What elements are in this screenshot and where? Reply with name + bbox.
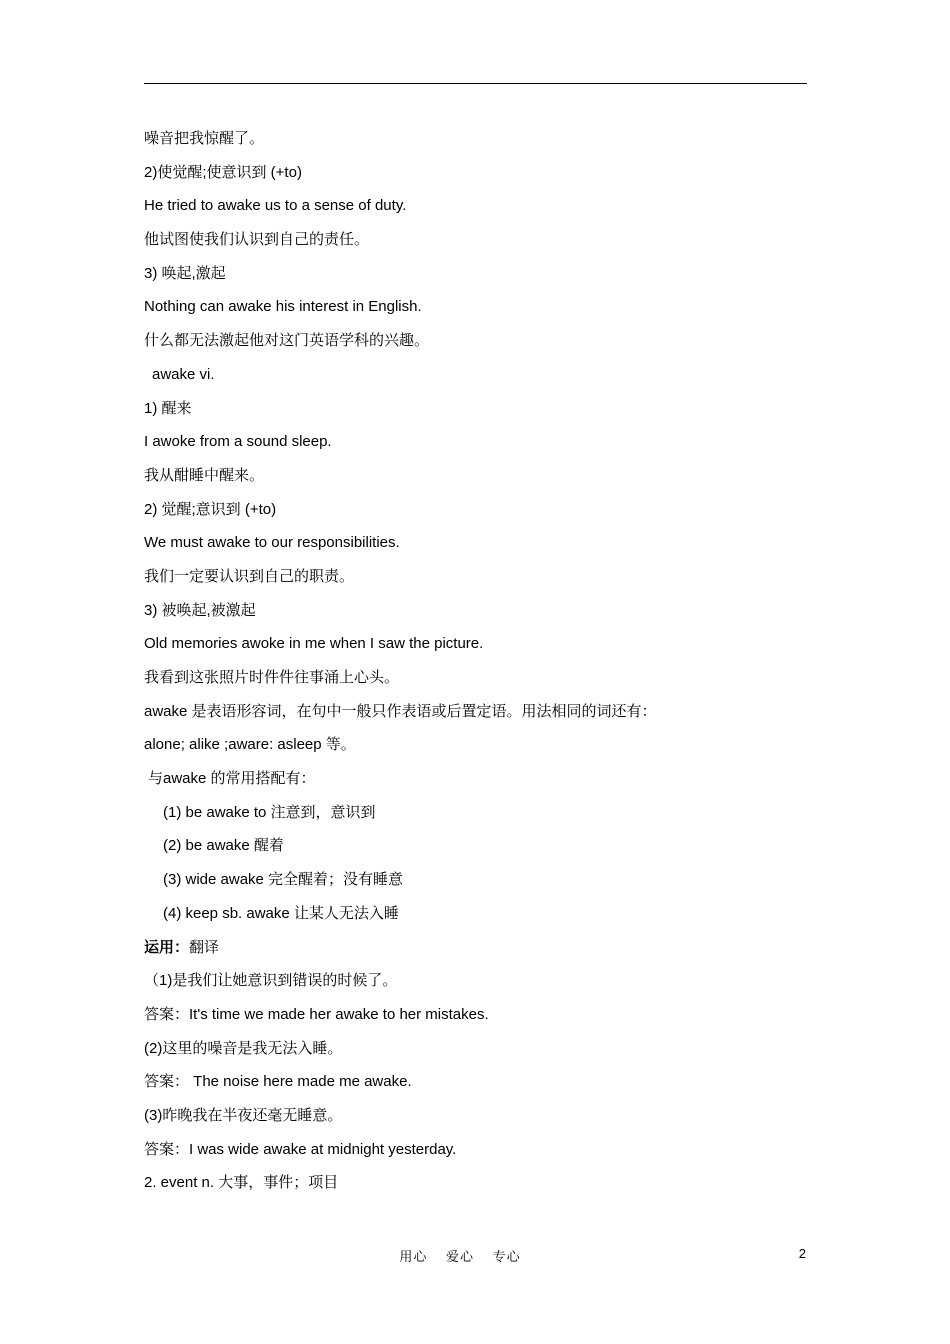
exercise-label: 运用：	[144, 938, 190, 956]
document-body	[144, 122, 807, 1200]
exercise-question: (3)昨晚我在半夜还毫无睡意。	[144, 1106, 343, 1124]
exercise-heading	[144, 931, 807, 965]
exercise-question: (2)这里的噪音是我无法入睡。	[144, 1039, 343, 1057]
text-line: 什么都无法激起他对这门英语学科的兴趣。	[144, 332, 430, 350]
exercise-title: 翻译	[189, 938, 220, 956]
text-line: We must awake to our responsibilities.	[144, 534, 400, 552]
collocation-item: (2) be awake 醒着	[163, 837, 284, 855]
text-line: 3) 被唤起,被激起	[144, 601, 256, 619]
text-line: 我从酣睡中醒来。	[144, 466, 265, 484]
text-line: 他试图使我们认识到自己的责任。	[144, 231, 370, 249]
text-line: awake 是表语形容词，在句中一般只作表语或后置定语。用法相同的词还有：	[144, 702, 657, 720]
header-rule	[144, 83, 807, 84]
collocation-item: (1) be awake to 注意到，意识到	[163, 803, 376, 821]
collocation-item: (3) wide awake 完全醒着；没有睡意	[163, 871, 404, 889]
text-line: 噪音把我惊醒了。	[144, 130, 265, 147]
exercise-question: （1)是我们让她意识到错误的时候了。	[144, 972, 398, 990]
collocation-item: (4) keep sb. awake 让某人无法入睡	[163, 904, 399, 922]
text-line: 我们一定要认识到自己的职责。	[144, 567, 355, 585]
text-line: 2)使觉醒;使意识到 (+to)	[144, 163, 302, 181]
section-heading: awake vi.	[152, 365, 215, 383]
text-line: alone; alike ;aware: asleep 等。	[144, 736, 356, 754]
text-line: I awoke from a sound sleep.	[144, 433, 332, 451]
text-line: He tried to awake us to a sense of duty.	[144, 197, 407, 215]
footer-motto: 用心 爱心 专心	[399, 1249, 521, 1264]
collocation-heading: 与awake 的常用搭配有：	[148, 770, 316, 788]
text-line: Old memories awoke in me when I saw the picture.	[144, 635, 484, 653]
next-entry-heading: 2. event n. 大事，事件；项目	[144, 1174, 339, 1192]
text-line: 2) 觉醒;意识到 (+to)	[144, 500, 277, 518]
text-line: 3) 唤起,激起	[144, 264, 226, 282]
page-number: 2	[798, 1246, 806, 1261]
text-line: Nothing can awake his interest in English.	[144, 298, 422, 316]
exercise-answer: 答案： The noise here made me awake.	[144, 1073, 412, 1091]
text-line: 1) 醒来	[144, 399, 192, 417]
exercise-answer: 答案：It's time we made her awake to her mistakes.	[144, 1005, 489, 1023]
exercise-answer: 答案：I was wide awake at midnight yesterday.	[144, 1140, 457, 1158]
text-line: 我看到这张照片时件件往事涌上心头。	[144, 669, 400, 686]
